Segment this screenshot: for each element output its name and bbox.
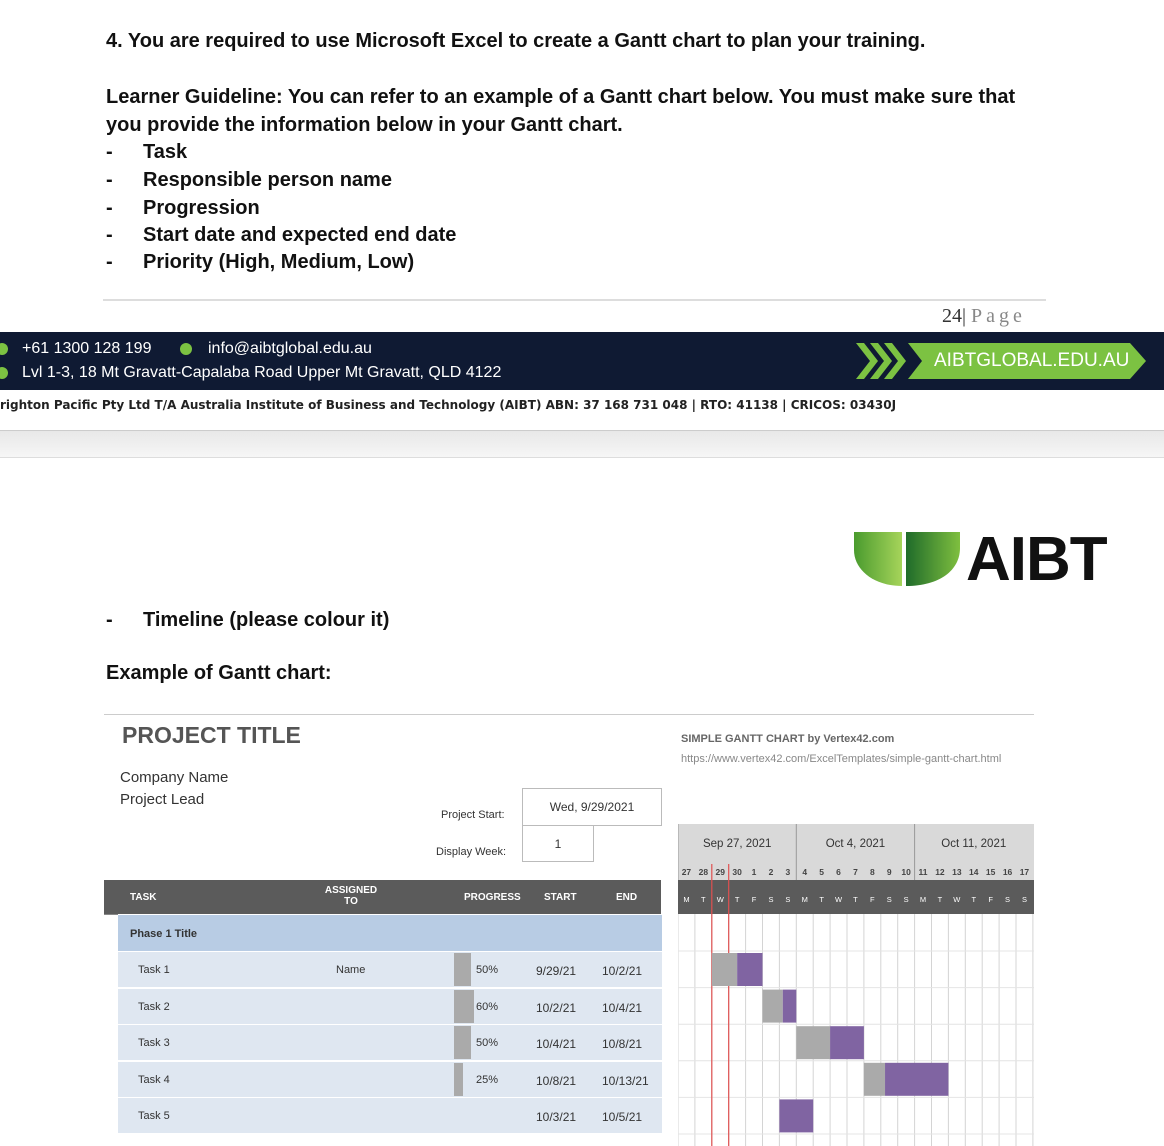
weekday-letter: T — [853, 895, 858, 904]
task-end: 10/4/21 — [602, 1000, 643, 1015]
gantt-header-row — [104, 880, 661, 914]
example-heading: Example of Gantt chart: — [106, 662, 332, 684]
weekday-letter: T — [734, 895, 740, 904]
day-number: 14 — [969, 867, 979, 877]
task-assigned: Name — [336, 964, 366, 976]
day-number: 29 — [715, 867, 725, 877]
weekday-letter: W — [716, 895, 724, 904]
bullet-text: Progression — [143, 197, 260, 219]
weekday-letter: M — [683, 895, 690, 904]
day-number: 16 — [1002, 867, 1013, 877]
header-start: START — [544, 892, 577, 903]
day-number: 9 — [886, 867, 892, 877]
day-number: 6 — [836, 867, 841, 877]
gantt-chart — [104, 714, 1034, 1146]
display-week-label: Display Week: — [436, 846, 507, 858]
day-number: 11 — [918, 867, 928, 877]
task-progress: 25% — [476, 1073, 499, 1086]
display-week-cell[interactable] — [522, 825, 594, 862]
bullet-dash: - — [106, 141, 113, 163]
aibt-logo-text: AIBT — [966, 525, 1107, 594]
location-icon — [0, 367, 8, 379]
task-name: Task 3 — [138, 1037, 170, 1050]
project-start-value: Wed, 9/29/2021 — [549, 800, 635, 814]
task-progress: 60% — [476, 1000, 499, 1013]
page-divider — [103, 299, 1046, 301]
header-end: END — [616, 892, 638, 903]
task-start: 10/4/21 — [536, 1037, 577, 1052]
task-bar-done — [796, 1026, 830, 1059]
header-task: TASK — [130, 892, 157, 903]
bullet-dash: - — [106, 609, 113, 631]
page-number-value: 24| — [942, 305, 967, 327]
gantt-top-border — [104, 714, 1034, 715]
weekday-letter: M — [919, 895, 927, 904]
day-number: 7 — [853, 867, 858, 877]
bullet-dash: - — [106, 197, 113, 219]
footer-abn: righton Pacific Pty Ltd T/A Australia Institute of Business and Technology (AIBT) ABN: 37 168 731 048 | RTO: 41138 | CRICOS: 03430J — [0, 398, 897, 412]
footer-phone: +61 1300 128 199 — [22, 340, 152, 357]
week-label: Oct 4, 2021 — [825, 838, 886, 850]
day-number: 5 — [819, 867, 825, 877]
day-number: 30 — [732, 867, 742, 877]
bullet-dash: - — [106, 251, 113, 273]
day-number: 28 — [698, 867, 709, 877]
day-number: 2 — [768, 867, 774, 877]
task-progress: 50% — [476, 964, 499, 976]
table-row — [118, 952, 662, 987]
project-start-cell[interactable] — [522, 788, 662, 826]
task-start: 10/8/21 — [536, 1073, 577, 1088]
weekday-letter: S — [886, 895, 892, 904]
day-number: 1 — [751, 867, 757, 877]
week-label: Oct 11, 2021 — [941, 838, 1007, 850]
weekday-letter: T — [819, 895, 824, 904]
weekday-letter: F — [988, 895, 993, 904]
table-row — [118, 1062, 662, 1097]
weekday-letter: S — [768, 895, 774, 904]
email-icon — [180, 343, 192, 355]
task-end: 10/5/21 — [602, 1110, 643, 1125]
header-progress: PROGRESS — [464, 892, 521, 903]
footer-email: info@aibtglobal.edu.au — [208, 340, 372, 357]
bullet-dash: - — [106, 224, 113, 246]
row-marker — [104, 914, 118, 915]
weekday-letter: W — [953, 895, 961, 904]
day-number: 10 — [901, 867, 911, 877]
day-number: 15 — [985, 867, 996, 877]
task-start: 10/2/21 — [536, 1000, 577, 1015]
task-bar-remaining — [783, 990, 797, 1023]
phase-title: Phase 1 Title — [130, 928, 198, 940]
day-number: 27 — [681, 867, 692, 877]
vertex-url[interactable]: https://www.vertex42.com/ExcelTemplates/simple-gantt-chart.html — [681, 753, 1002, 765]
task-name: Task 2 — [138, 1000, 170, 1013]
weekday-letter: T — [937, 895, 943, 904]
weekday-letter: S — [1005, 895, 1011, 904]
table-row — [118, 1098, 662, 1133]
question-text: 4. You are required to use Microsoft Excel to create a Gantt chart to plan your training. — [106, 30, 926, 52]
task-end: 10/2/21 — [602, 964, 643, 978]
task-bar-remaining — [830, 1026, 864, 1059]
weekday-letter: T — [701, 895, 706, 904]
task-end: 10/8/21 — [602, 1037, 643, 1052]
weekday-letter: S — [1021, 895, 1027, 904]
task-start: 10/3/21 — [536, 1110, 577, 1125]
weekday-letter: S — [785, 895, 791, 904]
weekday-letter: S — [903, 895, 909, 904]
progress-bar — [454, 1063, 463, 1096]
task-bar-done — [712, 953, 737, 986]
bullet-dash: - — [106, 169, 113, 191]
task-end: 10/13/21 — [602, 1073, 649, 1088]
day-number: 13 — [952, 867, 962, 877]
day-number: 3 — [785, 867, 791, 877]
weekday-letter: F — [751, 895, 757, 904]
project-title: PROJECT TITLE — [122, 722, 301, 748]
task-bar-remaining — [885, 1063, 948, 1096]
day-number: 4 — [802, 867, 808, 877]
project-lead: Project Lead — [120, 791, 205, 808]
phone-icon — [0, 343, 8, 355]
task-bar-remaining — [779, 1099, 813, 1132]
task-name: Task 5 — [138, 1110, 170, 1123]
weekday-letter: T — [971, 895, 977, 904]
weekday-letter: F — [870, 895, 875, 904]
task-bar-done — [763, 990, 783, 1023]
progress-bar — [454, 990, 474, 1023]
table-row — [118, 1025, 662, 1060]
display-week-value: 1 — [554, 837, 562, 851]
page-number — [942, 305, 1026, 328]
task-bar-remaining — [737, 953, 762, 986]
phase-row — [118, 915, 662, 951]
footer-website[interactable]: AIBTGLOBAL.EDU.AU — [934, 350, 1130, 371]
learner-guideline: Learner Guideline: You can refer to an example of a Gantt chart below. You must make sure that you provide the information below in your Gantt chart. — [106, 86, 1016, 136]
day-number: 12 — [935, 867, 945, 877]
task-progress: 50% — [476, 1037, 499, 1050]
task-start: 9/29/21 — [536, 964, 577, 978]
day-number: 17 — [1019, 867, 1030, 877]
page-label: Page — [971, 305, 1026, 327]
project-start-label: Project Start: — [441, 809, 505, 821]
gantt-timeline — [678, 824, 1034, 1146]
weekday-letter: W — [835, 895, 843, 904]
task-name: Task 1 — [138, 964, 170, 976]
task-bar-done — [864, 1063, 885, 1096]
week-label: Sep 27, 2021 — [702, 838, 772, 850]
day-number: 8 — [869, 867, 875, 877]
progress-bar — [454, 953, 471, 986]
bullet-text: Timeline (please colour it) — [143, 609, 390, 631]
bullet-text: Responsible person name — [143, 169, 392, 191]
bullet-text: Priority (High, Medium, Low) — [143, 251, 415, 273]
weekday-letter: M — [801, 895, 808, 904]
footer-address: Lvl 1-3, 18 Mt Gravatt-Capalaba Road Upper Mt Gravatt, QLD 4122 — [22, 364, 502, 381]
header-assigned: ASSIGNED TO — [324, 885, 378, 907]
page-break — [0, 430, 1164, 458]
table-row — [118, 989, 662, 1024]
progress-bar — [454, 1026, 471, 1059]
aibt-logo-icon — [854, 530, 960, 588]
vertex-credit: SIMPLE GANTT CHART by Vertex42.com — [681, 733, 895, 745]
task-name: Task 4 — [138, 1073, 170, 1086]
bullet-text: Task — [143, 141, 188, 163]
bullet-text: Start date and expected end date — [143, 224, 457, 246]
company-name: Company Name — [120, 769, 229, 786]
